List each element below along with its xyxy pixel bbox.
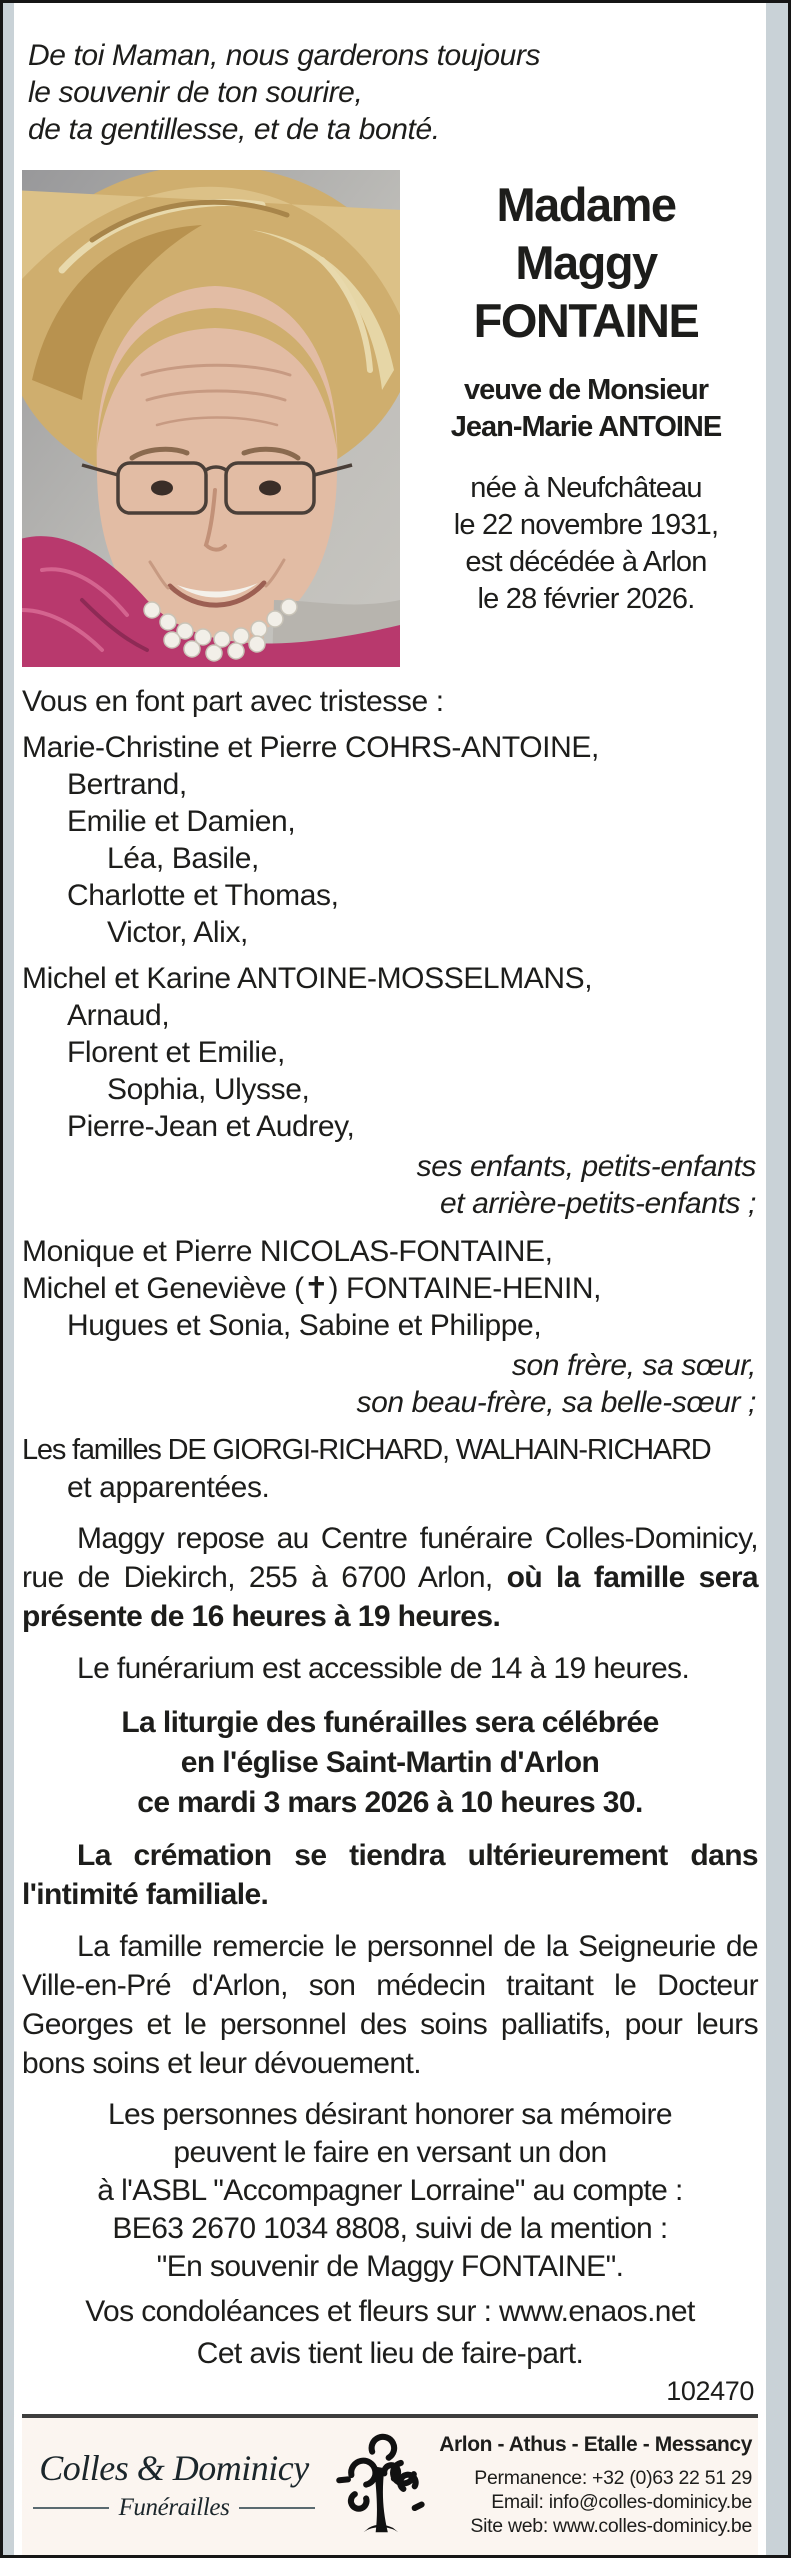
subtitle-rule-right — [239, 2507, 315, 2509]
family-line: Charlotte et Thomas, — [67, 879, 339, 912]
deceased-title: Madame — [496, 178, 676, 231]
scan-edge-left — [3, 3, 14, 2555]
funeral-home-footer — [22, 2418, 758, 2555]
quote-line: De toi Maman, nous garderons toujours — [28, 39, 541, 72]
notice-line: Cet avis tient lieu de faire-part. — [196, 2337, 584, 2370]
funeral-home-subtitle-row — [26, 2494, 322, 2522]
funeral-home-cities: Arlon - Athus - Etalle - Messancy — [439, 2432, 752, 2456]
family-siblings-group — [22, 1233, 758, 1344]
family-line: Marie-Christine et Pierre COHRS-ANTOINE, — [22, 731, 599, 764]
widow-block: veuve de Monsieur Jean-Marie ANTOINE — [450, 374, 722, 443]
funeral-home-email: Email: info@colles-dominicy.be — [491, 2490, 752, 2513]
deceased-first-name: Maggy — [515, 236, 657, 289]
liturgy-block: La liturgie des funérailles sera célébrée en l'église Saint-Martin d'Arlon ce mardi 3 mars 2026 à 10 heures 30. — [121, 1706, 659, 1819]
bottom-group — [22, 2376, 758, 2555]
subtitle-rule-left — [33, 2507, 109, 2509]
relation-siblings: son frère, sa sœur, son beau-frère, sa belle-sœur ; — [356, 1349, 756, 1419]
family-line: Léa, Basile, — [107, 842, 259, 875]
announcement-intro: Vous en font part avec tristesse : — [22, 685, 444, 718]
quote-line: de ta gentillesse, et de ta bonté. — [28, 113, 440, 146]
funeral-home-phone: Permanence: +32 (0)63 22 51 29 — [474, 2466, 752, 2489]
thanks-paragraph: La famille remercie le personnel de la Seigneurie de Ville-en-Pré d'Arlon, son médecin traitant le Docteur Georges et le personnel des soins palliatifs, pour leurs bons soins et leur dévouement. — [22, 1930, 758, 2080]
funeral-home-name: Colles & Dominicy — [39, 2447, 309, 2488]
family-line: Victor, Alix, — [107, 916, 248, 949]
deceased-header — [414, 170, 758, 667]
family-line: Pierre-Jean et Audrey, — [67, 1110, 355, 1143]
funeral-home-website: Site web: www.colles-dominicy.be — [470, 2514, 752, 2537]
family-line: Monique et Pierre NICOLAS-FONTAINE, — [22, 1235, 553, 1268]
memorial-quote — [22, 37, 758, 148]
header-row — [22, 170, 758, 667]
family-line: Bertrand, — [67, 768, 187, 801]
family-line: Sophia, Ulysse, — [107, 1073, 310, 1106]
funerarium-line: Le funérarium est accessible de 14 à 19 heures. — [77, 1652, 690, 1685]
family-line: Florent et Emilie, — [67, 1036, 285, 1069]
family-line: Michel et Geneviève (✝) FONTAINE-HENIN, — [22, 1272, 602, 1305]
funeral-home-subtitle: Funérailles — [118, 2493, 230, 2521]
family-line: Arnaud, — [67, 999, 170, 1032]
deceased-last-name: FONTAINE — [473, 294, 699, 347]
family-line: Emilie et Damien, — [67, 805, 296, 838]
family-children-group-1 — [22, 729, 758, 951]
reference-number: 102470 — [666, 2376, 754, 2406]
birth-death-block: née à Neufchâteau le 22 novembre 1931, est décédée à Arlon le 28 février 2026. — [453, 472, 719, 615]
scan-edge-right — [766, 3, 788, 2555]
family-children-group-2 — [22, 960, 758, 1145]
family-line: Hugues et Sonia, Sabine et Philippe, — [67, 1309, 542, 1342]
tree-logo-icon — [328, 2430, 432, 2539]
funeral-home-brand — [26, 2448, 322, 2522]
cremation-paragraph: La crémation se tiendra ultérieurement dans l'intimité familiale. — [22, 1839, 758, 1911]
family-line: Michel et Karine ANTOINE-MOSSELMANS, — [22, 962, 593, 995]
funeral-home-contact — [438, 2432, 754, 2538]
related-families: Les familles DE GIORGI-RICHARD, WALHAIN-RICHARD et apparentées. — [22, 1434, 711, 1504]
quote-line: le souvenir de ton sourire, — [28, 76, 363, 109]
portrait-photo — [22, 170, 400, 667]
condolences-line: Vos condoléances et fleurs sur : www.enaos.net — [85, 2295, 695, 2328]
relation-children: ses enfants, petits-enfants et arrière-petits-enfants ; — [416, 1150, 756, 1220]
repose-paragraph: Maggy repose au Centre funéraire Colles-Dominicy, rue de Diekirch, 255 à 6700 Arlon, où la famille sera présente de 16 heures à 19 heures. — [22, 1522, 758, 1633]
notice-content — [14, 3, 766, 2555]
donation-block: Les personnes désirant honorer sa mémoire peuvent le faire en versant un don à l'ASBL "Accompagner Lorraine" au compte : BE63 2670 1034 8808, suivi de la mention : "En souvenir de Maggy FONTAINE". — [97, 2098, 683, 2283]
